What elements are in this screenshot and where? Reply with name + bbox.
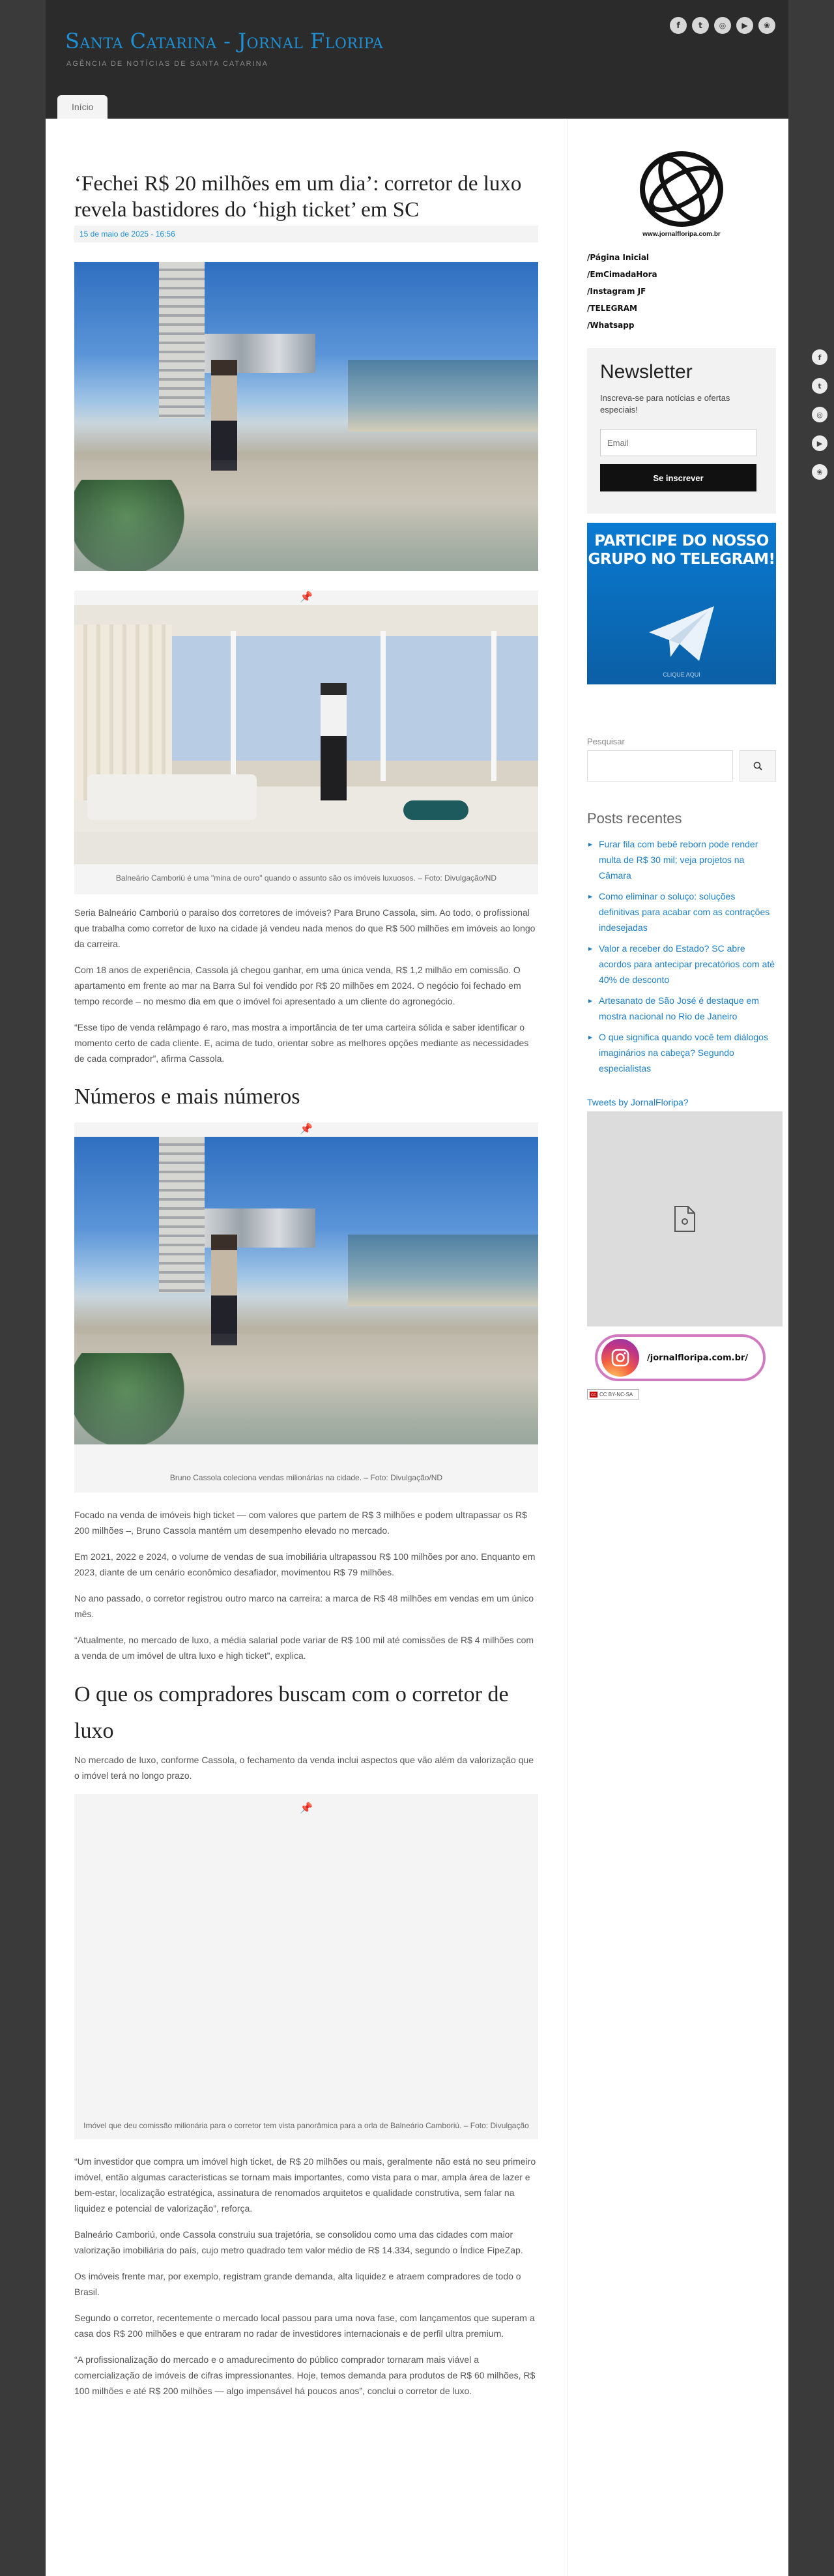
search-form: [587, 750, 776, 782]
flickr-icon[interactable]: ❀: [758, 17, 775, 34]
recent-post-link[interactable]: ▸ O que significa quando você tem diálogos imaginários na cabeça? Segundo especialistas: [587, 1029, 776, 1076]
cc-label: CC BY-NC-SA: [599, 1391, 633, 1398]
tweets-link[interactable]: Tweets by JornalFloripa?: [587, 1097, 689, 1107]
newsletter-title: Newsletter: [600, 361, 693, 383]
paragraph: Em 2021, 2022 e 2024, o volume de vendas de sua imobiliária ultrapassou R$ 100 milhões por ano. Enquanto em 2023, diante de um cenário econômico desafiador, movimentou R$ 79 milhões.: [74, 1551, 536, 1577]
figure-1-image: [74, 605, 538, 864]
sidebar-link[interactable]: /Página Inicial: [587, 253, 650, 262]
sidebar-nav: [587, 249, 776, 334]
creative-commons-badge[interactable]: [587, 1389, 639, 1399]
globe-logo-icon: [636, 151, 727, 229]
paragraph: “A profissionalização do mercado e o amadurecimento do público comprador tornaram mais viável a comercialização de imóveis de cifras impressionantes. Hoje, temos demanda para produtos de R$ 60 milhões, R$ 100 milhões e até R$ 200 milhões — algo impensável há poucos anos”, conclui o corretor de luxo.: [74, 2354, 536, 2396]
twitter-icon[interactable]: t: [692, 17, 709, 34]
recent-posts-title: Posts recentes: [587, 810, 682, 827]
header-social-links: [670, 17, 775, 34]
figure-2-image: [74, 1137, 538, 1444]
sidebar-link[interactable]: /Instagram JF: [587, 287, 646, 296]
figure-2-caption: Bruno Cassola coleciona vendas milionárias na cidade. – Foto: Divulgação/ND: [169, 1473, 443, 1482]
post-date[interactable]: 15 de maio de 2025 - 16:56: [74, 226, 538, 242]
instagram-badge-icon: [601, 1339, 639, 1377]
paragraph: Seria Balneário Camboriú o paraíso dos corretores de imóveis? Para Bruno Cassola, sim. Ao todo, o profissional que trabalha como corretor de luxo na cidade já vendeu nada menos do que R$ 500 milhões em imóveis ao longo da carreira.: [74, 907, 536, 949]
telegram-cta: CLIQUE AQUI: [663, 671, 700, 678]
telegram-icon: [646, 601, 717, 666]
instagram-handle: /jornalfloripa.com.br/: [647, 1353, 749, 1363]
site-tagline: AGÊNCIA DE NOTÍCIAS DE SANTA CATARINA: [66, 60, 268, 68]
featured-image: [74, 262, 538, 571]
telegram-banner[interactable]: [587, 523, 776, 684]
article: [74, 171, 538, 2399]
paragraph: “Atualmente, no mercado de luxo, a média salarial pode variar de R$ 100 mil até comissões de R$ 4 milhões com a venda de um imóvel de ultra luxo e high ticket”, explica.: [74, 1635, 534, 1661]
sidebar-link[interactable]: /Whatsapp: [587, 321, 635, 330]
paragraph: Focado na venda de imóveis high ticket — com valores que partem de R$ 3 milhões e podem ultrapassar os R$ 200 milhões –, Bruno Cassola mantém um desempenho elevado no mercado.: [74, 1510, 527, 1536]
section-heading: O que os compradores buscam com o corretor de luxo: [74, 1682, 509, 1743]
facebook-icon[interactable]: f: [670, 17, 687, 34]
instagram-icon[interactable]: ◎: [812, 407, 827, 422]
newsletter-widget: [587, 348, 776, 514]
recent-posts-list: [587, 836, 776, 1076]
paragraph: No ano passado, o corretor registrou outro marco na carreira: a marca de R$ 48 milhões em vendas em um único mês.: [74, 1593, 534, 1619]
twitter-icon[interactable]: t: [812, 378, 827, 394]
pin-icon: 📌: [300, 1124, 313, 1135]
recent-post-link[interactable]: ▸ Valor a receber do Estado? SC abre acordos para antecipar precatórios com até 40% de desconto: [587, 941, 776, 988]
newsletter-text: Inscreva-se para notícias e ofertas especiais!: [600, 393, 730, 415]
paragraph: “Esse tipo de venda relâmpago é raro, mas mostra a importância de ter uma carteira sólida e saber identificar o momento certo de cada cliente. E, acima de tudo, orientar sobre as melhores opções mediante as necessidades de cada comprador”, afirma Cassola.: [74, 1022, 529, 1064]
youtube-icon[interactable]: ▶: [812, 435, 827, 451]
search-button[interactable]: [740, 750, 776, 782]
site-header: [46, 0, 788, 119]
instagram-icon[interactable]: ◎: [714, 17, 731, 34]
figure-2: [74, 1122, 538, 1493]
figure-1-caption: Balneário Camboriú é uma "mina de ouro" quando o assunto são os imóveis luxuosos. – Foto: Divulgação/ND: [115, 873, 497, 883]
cc-icon: cc: [591, 1391, 596, 1398]
paragraph: No mercado de luxo, conforme Cassola, o fechamento da venda inclui aspectos que vão além da valorização que o imóvel terá no longo prazo.: [74, 1755, 534, 1781]
recent-post-link[interactable]: ▸ Como eliminar o soluço: soluções definitivas para acabar com as contrações indesejadas: [587, 888, 776, 935]
floating-social-bar: [812, 349, 827, 480]
recent-post-link[interactable]: ▸ Furar fila com bebê reborn pode render multa de R$ 30 mil; veja projetos na Câmara: [587, 836, 776, 883]
sidebar-link[interactable]: /EmCimadaHora: [587, 270, 657, 279]
youtube-icon[interactable]: ▶: [736, 17, 753, 34]
figure-3: [74, 1794, 538, 2139]
instagram-icon: [611, 1348, 630, 1368]
pin-icon: 📌: [300, 592, 313, 603]
column-divider: [567, 119, 568, 2576]
search-label: Pesquisar: [587, 737, 625, 746]
document-icon: [674, 1205, 696, 1233]
facebook-icon[interactable]: f: [812, 349, 827, 365]
section-heading: Números e mais números: [74, 1085, 300, 1109]
subscribe-button[interactable]: Se inscrever: [600, 464, 756, 491]
paragraph: Segundo o corretor, recentemente o mercado local passou para uma nova fase, com lançamentos que superam a casa dos R$ 200 milhões e que entraram no radar de investidores internacionais e de perfil ultra premium.: [74, 2313, 535, 2339]
paragraph: “Um investidor que compra um imóvel high ticket, de R$ 20 milhões ou mais, geralmente não está no seu primeiro imóvel, então algumas características se tornam mais importantes, como vista para o mar, ampla área de lazer e bem-estar, localização estratégica, assinatura de renomados arquitetos e qualidade construtiva, sem falar na liquidez e potencial de valorização”, reforça.: [74, 2156, 536, 2214]
sidebar-link[interactable]: /TELEGRAM: [587, 304, 637, 313]
instagram-banner[interactable]: [595, 1334, 766, 1381]
post-title[interactable]: ‘Fechei R$ 20 milhões em um dia’: corretor de luxo revela bastidores do ‘high ticket’ em SC: [74, 172, 522, 222]
page-content: [46, 119, 788, 2576]
paragraph: Com 18 anos de experiência, Cassola já chegou ganhar, em uma única venda, R$ 1,2 milhão em comissão. O apartamento em frente ao mar na Barra Sul foi vendido por R$ 20 milhões em 2024. O negócio foi fechado em tempo recorde – no mesmo dia em que o imóvel foi apresentado a um cliente do agronegócio.: [74, 965, 521, 1006]
flickr-icon[interactable]: ❀: [812, 464, 827, 480]
figure-1: [74, 591, 538, 894]
jornal-floripa-logo[interactable]: [587, 151, 776, 242]
nav-tab-home[interactable]: Início: [57, 95, 108, 119]
twitter-embed: [587, 1111, 783, 1326]
recent-post-link[interactable]: ▸ Artesanato de São José é destaque em mostra nacional no Rio de Janeiro: [587, 993, 776, 1024]
paragraph: Os imóveis frente mar, por exemplo, registram grande demanda, alta liquidez e atraem compradores de todo o Brasil.: [74, 2271, 521, 2297]
site-wrapper: [46, 0, 788, 2576]
telegram-banner-text: PARTICIPE DO NOSSO GRUPO NO TELEGRAM!: [588, 533, 775, 568]
paragraph: Balneário Camboriú, onde Cassola construiu sua trajetória, se consolidou como uma das cidades com maior valorização imobiliária do país, cujo metro quadrado tem valor médio de R$ 14.334, segundo o Índice FipeZap.: [74, 2229, 523, 2255]
sidebar: [587, 151, 776, 1399]
email-field[interactable]: [600, 429, 756, 456]
search-input[interactable]: [587, 750, 733, 782]
site-title[interactable]: Santa Catarina - Jornal Floripa: [65, 29, 384, 53]
logo-url: www.jornalfloripa.com.br: [642, 231, 721, 238]
search-icon: [753, 761, 762, 770]
figure-3-caption: Imóvel que deu comissão milionária para o corretor tem vista panorâmica para a orla de Balneário Camboriú. – Foto: Divulgação: [83, 2121, 529, 2130]
pin-icon: 📌: [300, 1803, 313, 1814]
